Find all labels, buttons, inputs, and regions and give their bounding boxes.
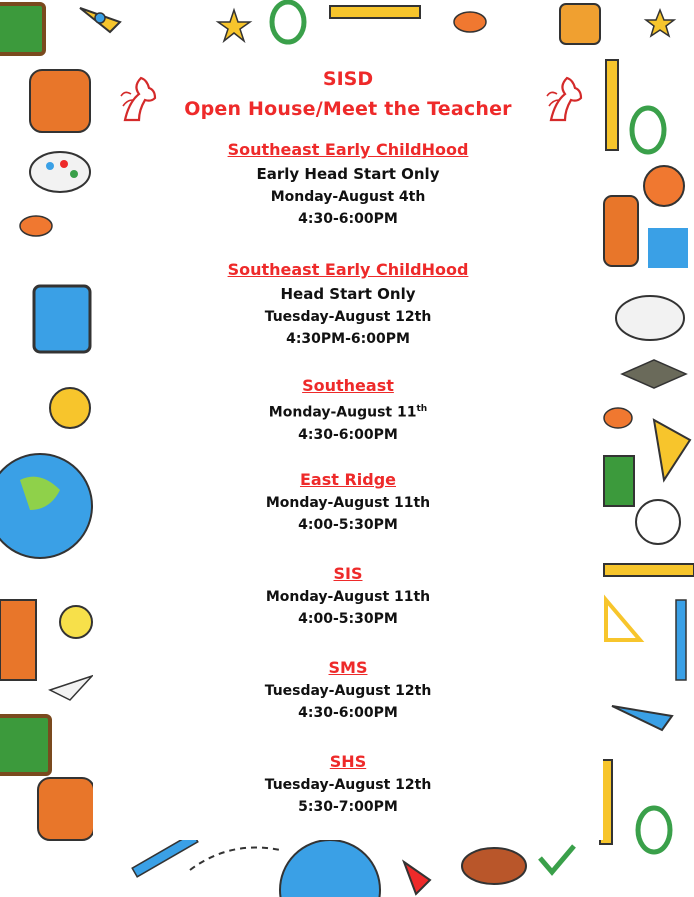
event-note: Early Head Start Only — [256, 165, 440, 183]
event-block — [93, 468, 603, 536]
event-block — [93, 656, 603, 724]
paint-dot-icon — [46, 162, 54, 170]
paint-palette-icon — [30, 152, 90, 192]
event-date — [93, 398, 603, 424]
school-name: SIS — [333, 564, 363, 583]
page-subtitle: Open House/Meet the Teacher — [184, 98, 512, 120]
school-name: Southeast Early ChildHood — [227, 140, 469, 159]
announcement-panel — [93, 64, 603, 840]
event-date-suffix: th — [416, 404, 428, 414]
chalkboard-icon — [0, 716, 50, 774]
event-time: 4:00-5:30PM — [298, 517, 398, 533]
leaf-icon — [604, 408, 632, 428]
school-name: East Ridge — [299, 470, 397, 489]
paint-dot-icon — [70, 170, 78, 178]
event-time: 4:30-6:00PM — [298, 211, 398, 227]
alarm-clock-icon — [50, 388, 90, 428]
event-block — [93, 374, 603, 446]
paint-palette-icon — [616, 296, 684, 340]
event-time: 4:30-6:00PM — [298, 705, 398, 721]
basketball-icon — [644, 166, 684, 206]
event-block — [93, 258, 603, 350]
rocket-icon — [404, 862, 430, 894]
page-title: SISD — [322, 68, 374, 90]
event-date: Monday-August 4th — [270, 189, 426, 205]
globe-icon — [280, 840, 380, 897]
event-time: 5:30-7:00PM — [298, 799, 398, 815]
trophy-icon — [560, 4, 600, 44]
leaf-icon — [454, 12, 486, 32]
rocket-window-icon — [95, 13, 105, 23]
event-time: 4:00-5:30PM — [298, 611, 398, 627]
school-name: Southeast Early ChildHood — [227, 260, 469, 279]
soccer-ball-icon — [636, 500, 680, 544]
event-time: 4:30-6:00PM — [298, 426, 398, 443]
pencil-icon — [606, 60, 618, 150]
tablet-icon — [34, 286, 90, 352]
checkmark-icon — [540, 846, 574, 872]
scissors-icon — [638, 808, 670, 852]
scissors-icon — [272, 2, 304, 42]
event-block — [93, 562, 603, 630]
event-block — [93, 138, 603, 230]
chalkboard-icon — [0, 4, 44, 54]
pizza-icon — [654, 420, 690, 480]
event-date: Tuesday-August 12th — [264, 777, 432, 793]
event-date: Tuesday-August 12th — [264, 309, 432, 325]
star-icon — [218, 10, 250, 41]
event-date: Monday-August 11th — [265, 495, 431, 511]
scissors-icon — [632, 108, 664, 152]
star-icon — [646, 10, 674, 36]
school-name: Southeast — [302, 376, 394, 395]
backpack-icon — [604, 196, 638, 266]
leaf-icon — [20, 216, 52, 236]
graduation-cap-icon — [622, 360, 686, 388]
event-time: 4:30PM-6:00PM — [286, 331, 410, 347]
paint-dot-icon — [60, 160, 68, 168]
dashed-path-icon — [190, 848, 280, 871]
event-date-text: Monday-August 11 — [268, 404, 417, 421]
school-name: SMS — [328, 658, 368, 677]
book-icon — [0, 600, 36, 680]
rocket-icon — [612, 706, 672, 730]
globe-icon — [0, 454, 92, 558]
event-date: Tuesday-August 12th — [264, 683, 432, 699]
backpack-icon — [38, 778, 94, 840]
apple-icon — [60, 606, 92, 638]
event-note: Head Start Only — [280, 285, 416, 303]
paper-plane-icon — [50, 676, 92, 700]
backpack-icon — [30, 70, 90, 132]
school-name: SHS — [329, 752, 367, 771]
football-icon — [462, 848, 526, 884]
pencil-icon — [330, 6, 420, 18]
e-mc2-icon — [648, 228, 688, 268]
pencil-icon — [604, 564, 694, 576]
event-date: Monday-August 11th — [265, 589, 431, 605]
book-icon — [604, 456, 634, 506]
ruler-triangle-icon — [606, 600, 640, 640]
event-block — [93, 750, 603, 818]
paintbrush-icon — [676, 600, 686, 680]
